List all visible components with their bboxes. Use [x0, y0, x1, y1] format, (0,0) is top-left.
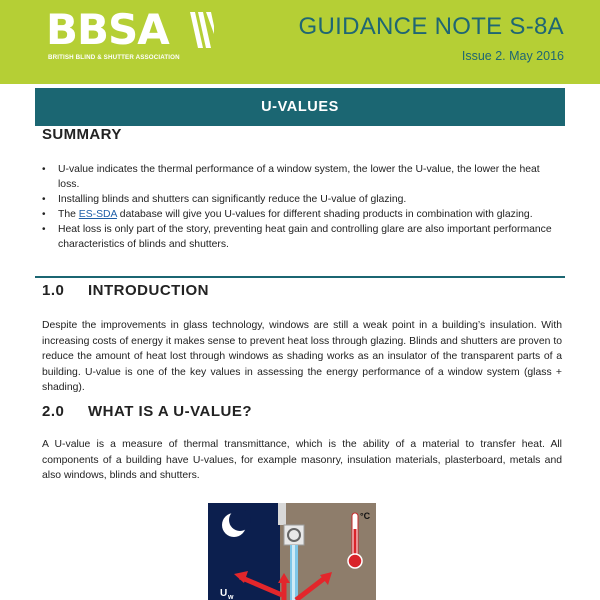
- summary-list: [42, 162, 562, 252]
- summary-bullet: • Heat loss is only part of the story, preventing heat gain and controlling glare are also important performance characteristics of blinds and shutters.: [42, 222, 562, 252]
- summary-heading: SUMMARY: [42, 126, 122, 143]
- introduction-paragraph: Despite the improvements in glass technology, windows are still a weak point in a building’s insulation. With increasing costs of energy it makes sense to prevent heat loss through glazing. Blinds and shutters are proven to reduce the amount of heat lost through windows as shading works as an insulator of the transparent parts of a building. U-value is one of the key values in assessing the energy performance of a window system (glass + shading).: [42, 320, 562, 393]
- summary-bullet: • Installing blinds and shutters can significantly reduce the U-value of glazing.: [42, 192, 562, 207]
- summary-bullet: • U-value indicates the thermal performance of a window system, the lower the U-value, the lower the heat loss.: [42, 162, 562, 192]
- section-heading-introduction: [42, 282, 209, 299]
- logo-stripes-icon: [188, 12, 214, 48]
- logo-text: BBSA: [46, 5, 169, 54]
- section-number: 2.0: [42, 403, 65, 420]
- issue-date: Issue 2. May 2016: [461, 49, 564, 63]
- u-label: U: [220, 588, 228, 599]
- section-banner: U-VALUES: [35, 88, 565, 126]
- section-divider: [35, 276, 565, 278]
- logo-subtitle: BRITISH BLIND & SHUTTER ASSOCIATION: [48, 54, 180, 61]
- summary-bullet: [42, 207, 562, 222]
- thermometer-unit: °C: [360, 511, 371, 521]
- window-heat-loss-diagram: [208, 503, 376, 600]
- header-bar: [0, 0, 600, 84]
- u-value-illustration: [208, 503, 376, 600]
- section-number: 1.0: [42, 282, 65, 299]
- es-sda-link[interactable]: ES-SDA: [78, 209, 117, 220]
- u-value-paragraph: A U-value is a measure of thermal transmittance, which is the ability of a material to transfer heat. All components of a building have U-values, for example masonry, insulation materials, plasterboard, metals and also windows, blinds and shutters.: [42, 439, 562, 481]
- section-heading-u-value: [42, 403, 252, 420]
- guidance-note-title: GUIDANCE NOTE S-8A: [298, 13, 564, 40]
- u-label-subscript: w: [228, 594, 234, 600]
- section-title: INTRODUCTION: [88, 282, 209, 299]
- section-title: WHAT IS A U-VALUE?: [88, 403, 252, 420]
- bullet-text: database will give you U-values for different shading products in combination with glazing.: [116, 209, 533, 220]
- bbsa-logo: [46, 5, 218, 66]
- bullet-text: The: [58, 209, 79, 220]
